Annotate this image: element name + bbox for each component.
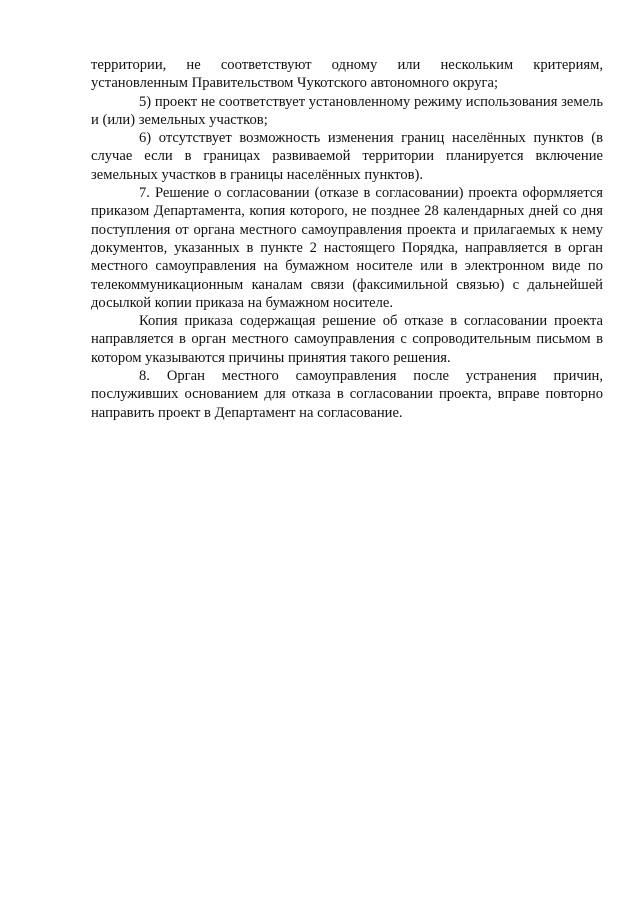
paragraph-item-6: 6) отсутствует возможность изменения границ населённых пунктов (в случае если в границах развиваемой территории планируется включение земельных участков в границы населённых пунктов). — [91, 130, 603, 183]
paragraph-clause-7: 7. Решение о согласовании (отказе в согласовании) проекта оформляется приказом Департамента, копия которого, не позднее 28 календарных дней со дня поступления от органа местного самоуправления проекта и прилагаемых к нему документов, указанных в пункте 2 настоящего Порядка, направляется в орган местного самоуправления на бумажном носителе или в электронном виде по телекоммуникационным каналам связи (факсимильной связью) с дальнейшей досылкой копии приказа на бумажном носителе. — [91, 185, 603, 311]
document-body — [91, 56, 603, 422]
paragraph-refusal-copy: Копия приказа содержащая решение об отказе в согласовании проекта направляется в орган местного самоуправления с сопроводительным письмом в котором указываются причины принятия такого решения. — [91, 313, 603, 366]
paragraph-clause-8: 8. Орган местного самоуправления после устранения причин, послуживших основанием для отказа в согласовании проекта, вправе повторно направить проект в Департамент на согласование. — [91, 368, 603, 421]
paragraph-continuation: территории, не соответствуют одному или нескольким критериям, установленным Правительством Чукотского автономного округа; — [91, 57, 603, 92]
paragraph-item-5: 5) проект не соответствует установленному режиму использования земель и (или) земельных участков; — [91, 93, 603, 128]
